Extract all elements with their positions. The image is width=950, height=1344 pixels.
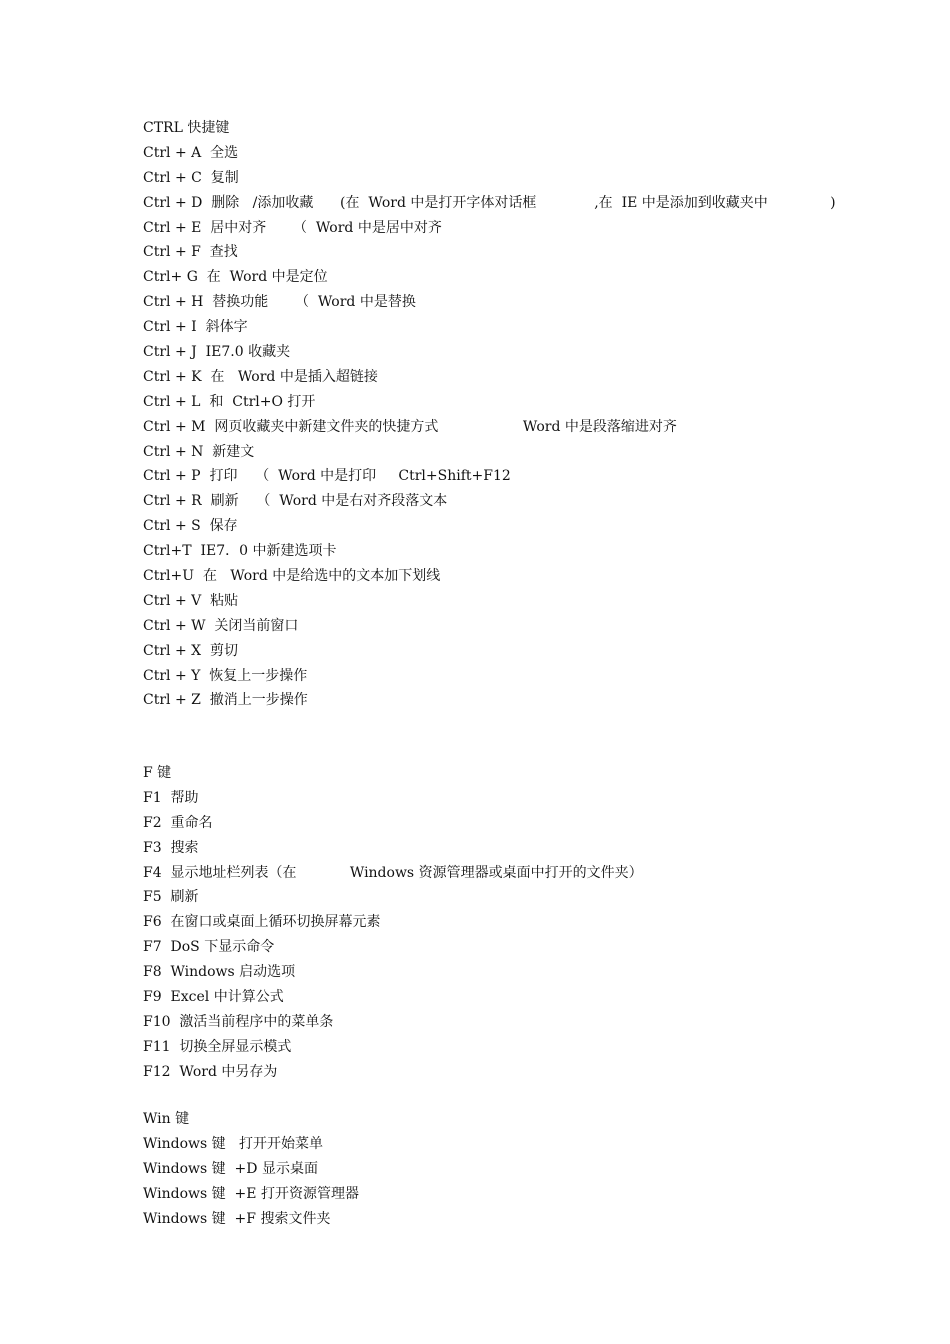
- text-line: F5 刷新: [143, 889, 199, 906]
- text-line: Windows 键 打开开始菜单: [143, 1135, 323, 1152]
- text-line: Ctrl + V 粘贴: [143, 592, 239, 609]
- text-line: Ctrl + K 在 Word 中是插入超链接: [143, 368, 378, 385]
- text-line: Ctrl+T IE7．0 中新建选项卡: [143, 543, 337, 560]
- text-line: Ctrl + D 删除 /添加收藏 (在 Word 中是打开字体对话框 ,在 IE 中是添加到收藏夹中 ): [143, 194, 836, 211]
- text-line: F8 Windows 启动选项: [143, 964, 296, 981]
- text-line: Ctrl + A 全选: [143, 144, 239, 161]
- f-keys-section: [143, 761, 863, 1085]
- text-line: Ctrl + P 打印 （ Word 中是打印 Ctrl+Shift+F12: [143, 468, 511, 485]
- text-line: Ctrl + L 和 Ctrl+O 打开: [143, 393, 316, 410]
- text-line: F1 帮助: [143, 789, 199, 806]
- text-line: F4 显示地址栏列表（在 Windows 资源管理器或桌面中打开的文件夹）: [143, 864, 643, 881]
- text-line: Ctrl + M 网页收藏夹中新建文件夹的快捷方式 Word 中是段落缩进对齐: [143, 418, 677, 435]
- text-line: Ctrl + C 复制: [143, 169, 239, 186]
- text-line: Ctrl + S 保存: [143, 518, 238, 535]
- text-line: F10 激活当前程序中的菜单条: [143, 1013, 334, 1030]
- text-line: Windows 键 +D 显示桌面: [143, 1160, 318, 1177]
- text-line: Windows 键 +E 打开资源管理器: [143, 1185, 359, 1202]
- text-line: F7 DoS 下显示命令: [143, 939, 275, 956]
- section-heading-ctrl: CTRL 快捷键: [143, 120, 230, 136]
- text-line: Ctrl+ G 在 Word 中是定位: [143, 269, 328, 286]
- text-line: Ctrl + W 关闭当前窗口: [143, 617, 299, 634]
- text-line: Ctrl + H 替换功能 （ Word 中是替换: [143, 294, 416, 311]
- text-line: Ctrl + R 刷新 （ Word 中是右对齐段落文本: [143, 493, 448, 510]
- text-line: F11 切换全屏显示模式: [143, 1038, 292, 1055]
- ctrl-shortcuts-section: [143, 116, 863, 713]
- text-line: Ctrl+U 在 Word 中是给选中的文本加下划线: [143, 568, 441, 585]
- text-line: Ctrl + X 剪切: [143, 642, 239, 659]
- win-keys-section: [143, 1107, 863, 1231]
- text-line: F2 重命名: [143, 814, 213, 831]
- text-line: Ctrl + Y 恢复上一步操作: [143, 667, 308, 684]
- text-line: F6 在窗口或桌面上循环切换屏幕元素: [143, 914, 381, 931]
- text-line: F12 Word 中另存为: [143, 1063, 278, 1080]
- text-line: Ctrl + J IE7.0 收藏夹: [143, 344, 291, 361]
- text-line: Ctrl + E 居中对齐 （ Word 中是居中对齐: [143, 219, 442, 236]
- text-line: F9 Excel 中计算公式: [143, 989, 284, 1006]
- text-line: Ctrl + N 新建文: [143, 443, 255, 460]
- text-line: Ctrl + I 斜体字: [143, 319, 248, 336]
- section-heading-win: Win 键: [143, 1111, 190, 1127]
- text-line: Ctrl + F 查找: [143, 244, 238, 261]
- text-line: Ctrl + Z 撤消上一步操作: [143, 692, 308, 709]
- text-line: F3 搜索: [143, 839, 199, 856]
- text-line: Windows 键 +F 搜索文件夹: [143, 1210, 331, 1227]
- section-heading-f: F 键: [143, 765, 172, 781]
